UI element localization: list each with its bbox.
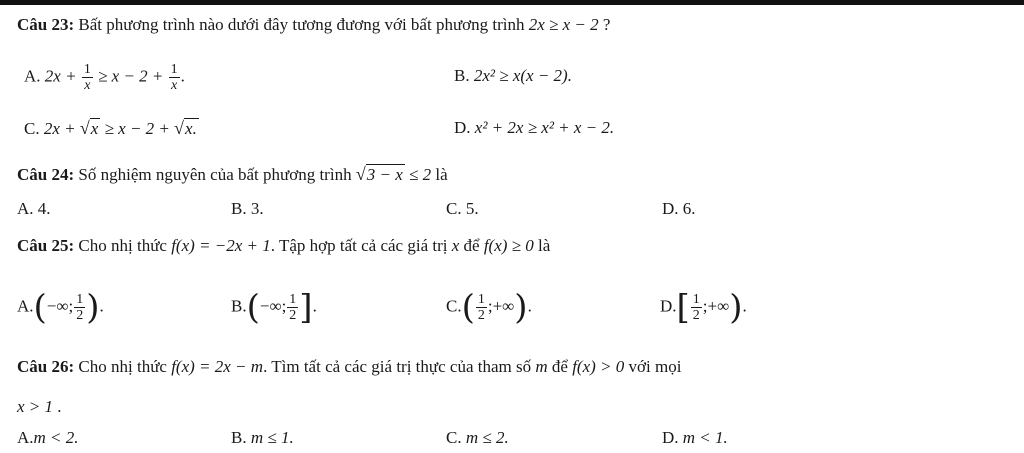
radical-sign: √ <box>174 118 185 138</box>
frac-num: 1 <box>289 292 297 307</box>
option-value: 5. <box>461 199 479 218</box>
option-label: B. <box>231 296 247 316</box>
option-expr-left: 2x + <box>44 66 81 86</box>
function-expr: f(x) = −2x + 1 <box>171 236 271 255</box>
question-inequality: ≤ 2 <box>404 165 432 184</box>
question-text: Bất phương trình nào dưới đây tương đương với bất phương trình <box>74 15 529 34</box>
option-expr-part: ≥ x − 2 + <box>100 119 175 138</box>
interval-start: −∞; <box>46 296 74 316</box>
frac-num: 1 <box>83 62 91 77</box>
option-end: . <box>527 296 532 316</box>
q25-option-d[interactable] <box>660 287 747 328</box>
option-label: B. <box>231 428 247 447</box>
open-paren: ( <box>33 287 47 328</box>
option-end: . <box>312 296 317 316</box>
close-paren: ) <box>729 287 743 328</box>
question-26-continued <box>17 397 62 417</box>
close-paren: ) <box>514 287 528 328</box>
fraction <box>82 62 93 93</box>
option-label: D. <box>662 199 679 218</box>
question-text: với mọi <box>624 357 682 376</box>
frac-den: 2 <box>76 308 84 323</box>
question-label: Câu 23: <box>17 15 75 34</box>
radicand: 3 − x <box>366 165 403 184</box>
option-expr: x² + 2x ≥ x² + x − 2. <box>474 118 615 137</box>
option-value: 3. <box>246 199 264 218</box>
frac-den: 2 <box>289 308 297 323</box>
variable: x <box>451 236 460 255</box>
frac-den: x <box>171 78 178 93</box>
question-end: . <box>53 397 62 416</box>
option-label: A. <box>17 296 34 316</box>
option-label: A. <box>17 428 34 447</box>
question-23 <box>17 15 610 35</box>
option-value: 6. <box>678 199 696 218</box>
frac-num: 1 <box>477 292 485 307</box>
option-label: C. <box>446 199 462 218</box>
question-text: để <box>459 236 484 255</box>
open-paren: ( <box>461 287 475 328</box>
question-text: . Tập hợp tất cả các giá trị <box>270 236 452 255</box>
option-label: C. <box>446 428 462 447</box>
condition-expr: f(x) > 0 <box>572 357 625 376</box>
option-end: . <box>742 296 747 316</box>
option-label: A. <box>24 66 41 86</box>
radical-sign: √ <box>355 164 366 184</box>
q24-option-a[interactable] <box>17 199 51 219</box>
q26-option-d[interactable] <box>662 428 728 448</box>
question-text: Số nghiệm nguyên của bất phương trình <box>74 165 356 184</box>
option-label: C. <box>446 296 462 316</box>
q24-option-d[interactable] <box>662 199 696 219</box>
question-text: để <box>547 357 573 376</box>
function-expr: f(x) = 2x − m <box>171 357 264 376</box>
option-label: D. <box>662 428 679 447</box>
option-value: m ≤ 1. <box>250 428 294 447</box>
question-end: là <box>533 236 551 255</box>
q24-option-b[interactable] <box>231 199 264 219</box>
close-bracket: ] <box>299 287 313 328</box>
radicand: x. <box>185 119 197 138</box>
question-text: . Tìm tất cả các giá trị thực của tham số <box>263 357 536 376</box>
option-value: m < 1. <box>682 428 728 447</box>
option-label: D. <box>660 296 677 316</box>
option-expr: 2x² ≥ x(x − 2). <box>473 66 572 85</box>
q25-option-b[interactable] <box>231 287 317 328</box>
option-end: . <box>180 66 185 86</box>
question-inequality: 2x ≥ x − 2 <box>528 15 599 34</box>
fraction <box>476 292 487 323</box>
frac-den: x <box>84 78 91 93</box>
question-24 <box>17 164 448 185</box>
option-expr-part: 2x + <box>43 119 80 138</box>
question-text: Cho nhị thức <box>74 236 172 255</box>
q23-option-b[interactable] <box>454 66 572 86</box>
fraction <box>287 292 298 323</box>
option-label: C. <box>24 119 40 138</box>
frac-den: 2 <box>692 308 700 323</box>
q26-option-a[interactable] <box>17 428 79 448</box>
open-bracket: [ <box>676 287 690 328</box>
q26-option-c[interactable] <box>446 428 509 448</box>
question-end: là <box>431 165 448 184</box>
option-label: A. <box>17 199 34 218</box>
q24-option-c[interactable] <box>446 199 479 219</box>
question-end: ? <box>598 15 611 34</box>
q23-option-d[interactable] <box>454 118 614 138</box>
q25-option-c[interactable] <box>446 287 532 328</box>
question-label: Câu 24: <box>17 165 75 184</box>
fraction <box>169 62 180 93</box>
frac-num: 1 <box>692 292 700 307</box>
interval-start: −∞; <box>259 296 287 316</box>
q23-option-c[interactable] <box>24 118 199 139</box>
interval-end: ;+∞ <box>702 296 730 316</box>
option-label: B. <box>454 66 470 85</box>
q25-option-a[interactable] <box>17 287 104 328</box>
question-25 <box>17 236 550 256</box>
frac-den: 2 <box>477 308 485 323</box>
option-value: m < 2. <box>33 428 79 447</box>
top-border <box>0 0 1024 5</box>
question-text: Cho nhị thức <box>74 357 172 376</box>
question-26 <box>17 357 681 377</box>
interval-end: ;+∞ <box>487 296 515 316</box>
fraction <box>74 292 85 323</box>
frac-num: 1 <box>170 62 178 77</box>
variable: m <box>535 357 548 376</box>
radicand: x <box>90 119 99 138</box>
option-end: . <box>99 296 104 316</box>
question-label: Câu 26: <box>17 357 75 376</box>
radical-sign: √ <box>79 118 90 138</box>
option-value: 4. <box>33 199 51 218</box>
frac-num: 1 <box>76 292 84 307</box>
open-paren: ( <box>246 287 260 328</box>
option-label: B. <box>231 199 247 218</box>
q26-option-b[interactable] <box>231 428 294 448</box>
condition-expr: x > 1 <box>17 397 54 416</box>
q23-option-a[interactable] <box>24 62 185 93</box>
option-expr-mid: ≥ x − 2 + <box>93 66 168 86</box>
question-label: Câu 25: <box>17 236 75 255</box>
option-label: D. <box>454 118 471 137</box>
fraction <box>691 292 702 323</box>
option-value: m ≤ 2. <box>465 428 509 447</box>
close-paren: ) <box>86 287 100 328</box>
condition-expr: f(x) ≥ 0 <box>483 236 534 255</box>
